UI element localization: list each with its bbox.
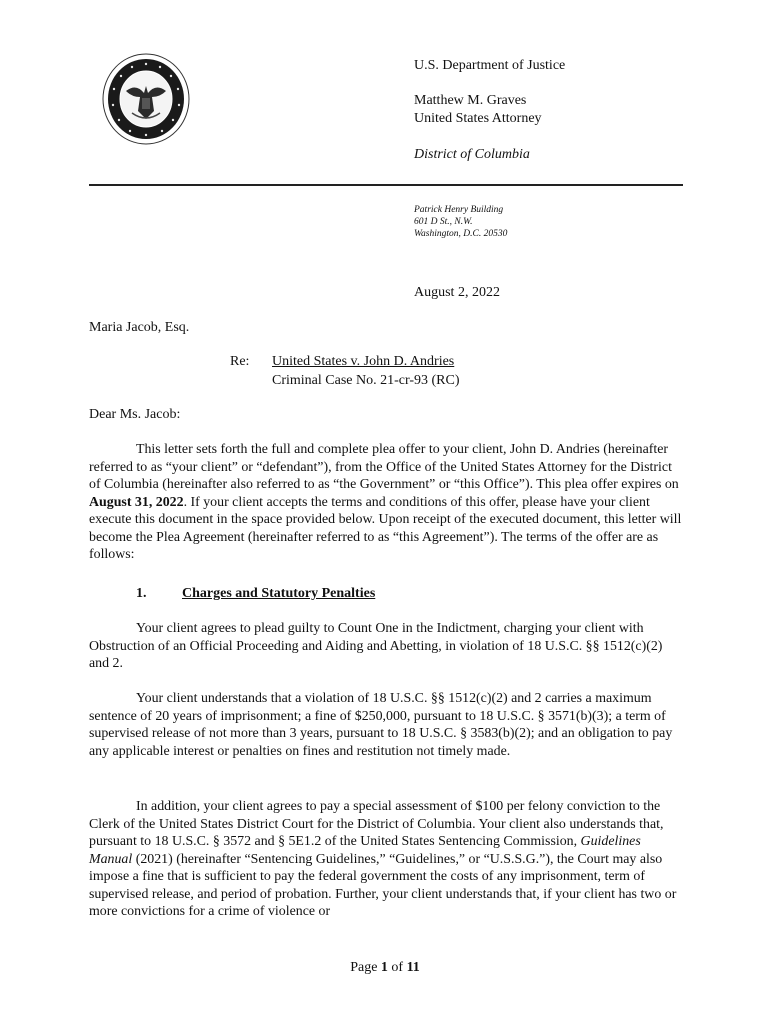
salutation: Dear Ms. Jacob: bbox=[89, 407, 181, 422]
case-title: United States v. John D. Andries bbox=[272, 354, 455, 369]
charge-paragraph: Your client agrees to plead guilty to Count One in the Indictment, charging your client with Obstruction of an Official Proceeding and Aiding and Abetting, in violation of 18 U.S.C. §§ 1512(c)(2) and 2. bbox=[89, 621, 663, 671]
attorney-title: United States Attorney bbox=[414, 111, 542, 126]
letter-date: August 2, 2022 bbox=[414, 285, 500, 300]
attorney-name: Matthew M. Graves bbox=[414, 93, 527, 108]
re-label: Re: bbox=[230, 354, 250, 369]
intro-paragraph: This letter sets forth the full and complete plea offer to your client, John D. Andries (hereinafter referred to as “your client” or “defendant”), from the Office of the United States Attorney for the District of Columbia (hereinafter also referred to as “the Government” or “this Office”). This plea offer expires on August 31, 2022. If your client accepts the terms and conditions of this offer, please have your client execute this document in the space provided below. Upon receipt of the executed document, this letter will become the Plea Agreement (hereinafter referred to as “this Agreement”). The terms of the offer are as follows: bbox=[89, 442, 682, 562]
assessment-paragraph: In addition, your client agrees to pay a special assessment of $100 per felony conviction to the Clerk of the United States District Court for the District of Columbia. Your client also understands that, pursuant to 18 U.S.C. § 3572 and § 5E1.2 of the United States Sentencing Commission, Guidelines Manual (2021) (hereinafter “Sentencing Guidelines,” “Guidelines,” or “U.S.S.G.”), the Court may also impose a fine that is sufficient to pay the federal government the costs of any imprisonment, term of supervised release, and period of probation. Further, your client understands that, if your client has two or more convictions for a crime of violence or bbox=[89, 799, 677, 919]
letterhead-divider bbox=[89, 184, 683, 186]
address-line-3: Washington, D.C. 20530 bbox=[414, 229, 508, 239]
recipient-name: Maria Jacob, Esq. bbox=[89, 320, 190, 335]
penalty-paragraph: Your client understands that a violation of 18 U.S.C. §§ 1512(c)(2) and 2 carries a maximum sentence of 20 years of imprisonment; a fine of $250,000, pursuant to 18 U.S.C. § 3571(b)(3); a term of supervised release of not more than 3 years, pursuant to 18 U.S.C. § 3583(b)(2); and an obligation to pay any applicable interest or penalties on fines and restitution not timely made. bbox=[89, 691, 673, 759]
district-name: District of Columbia bbox=[414, 147, 530, 162]
case-number: Criminal Case No. 21-cr-93 (RC) bbox=[272, 373, 460, 388]
address-line-2: 601 D St., N.W. bbox=[414, 217, 473, 227]
section-1-number: 1. bbox=[136, 586, 147, 601]
address-line-1: Patrick Henry Building bbox=[414, 205, 504, 215]
page-number: Page 1 of 11 bbox=[350, 960, 420, 975]
section-1-title: Charges and Statutory Penalties bbox=[182, 586, 376, 601]
department-name: U.S. Department of Justice bbox=[414, 58, 566, 73]
offer-expiry-date: August 31, 2022 bbox=[89, 494, 184, 510]
doj-seal-logo bbox=[102, 53, 190, 145]
doj-seal-icon bbox=[102, 53, 190, 145]
